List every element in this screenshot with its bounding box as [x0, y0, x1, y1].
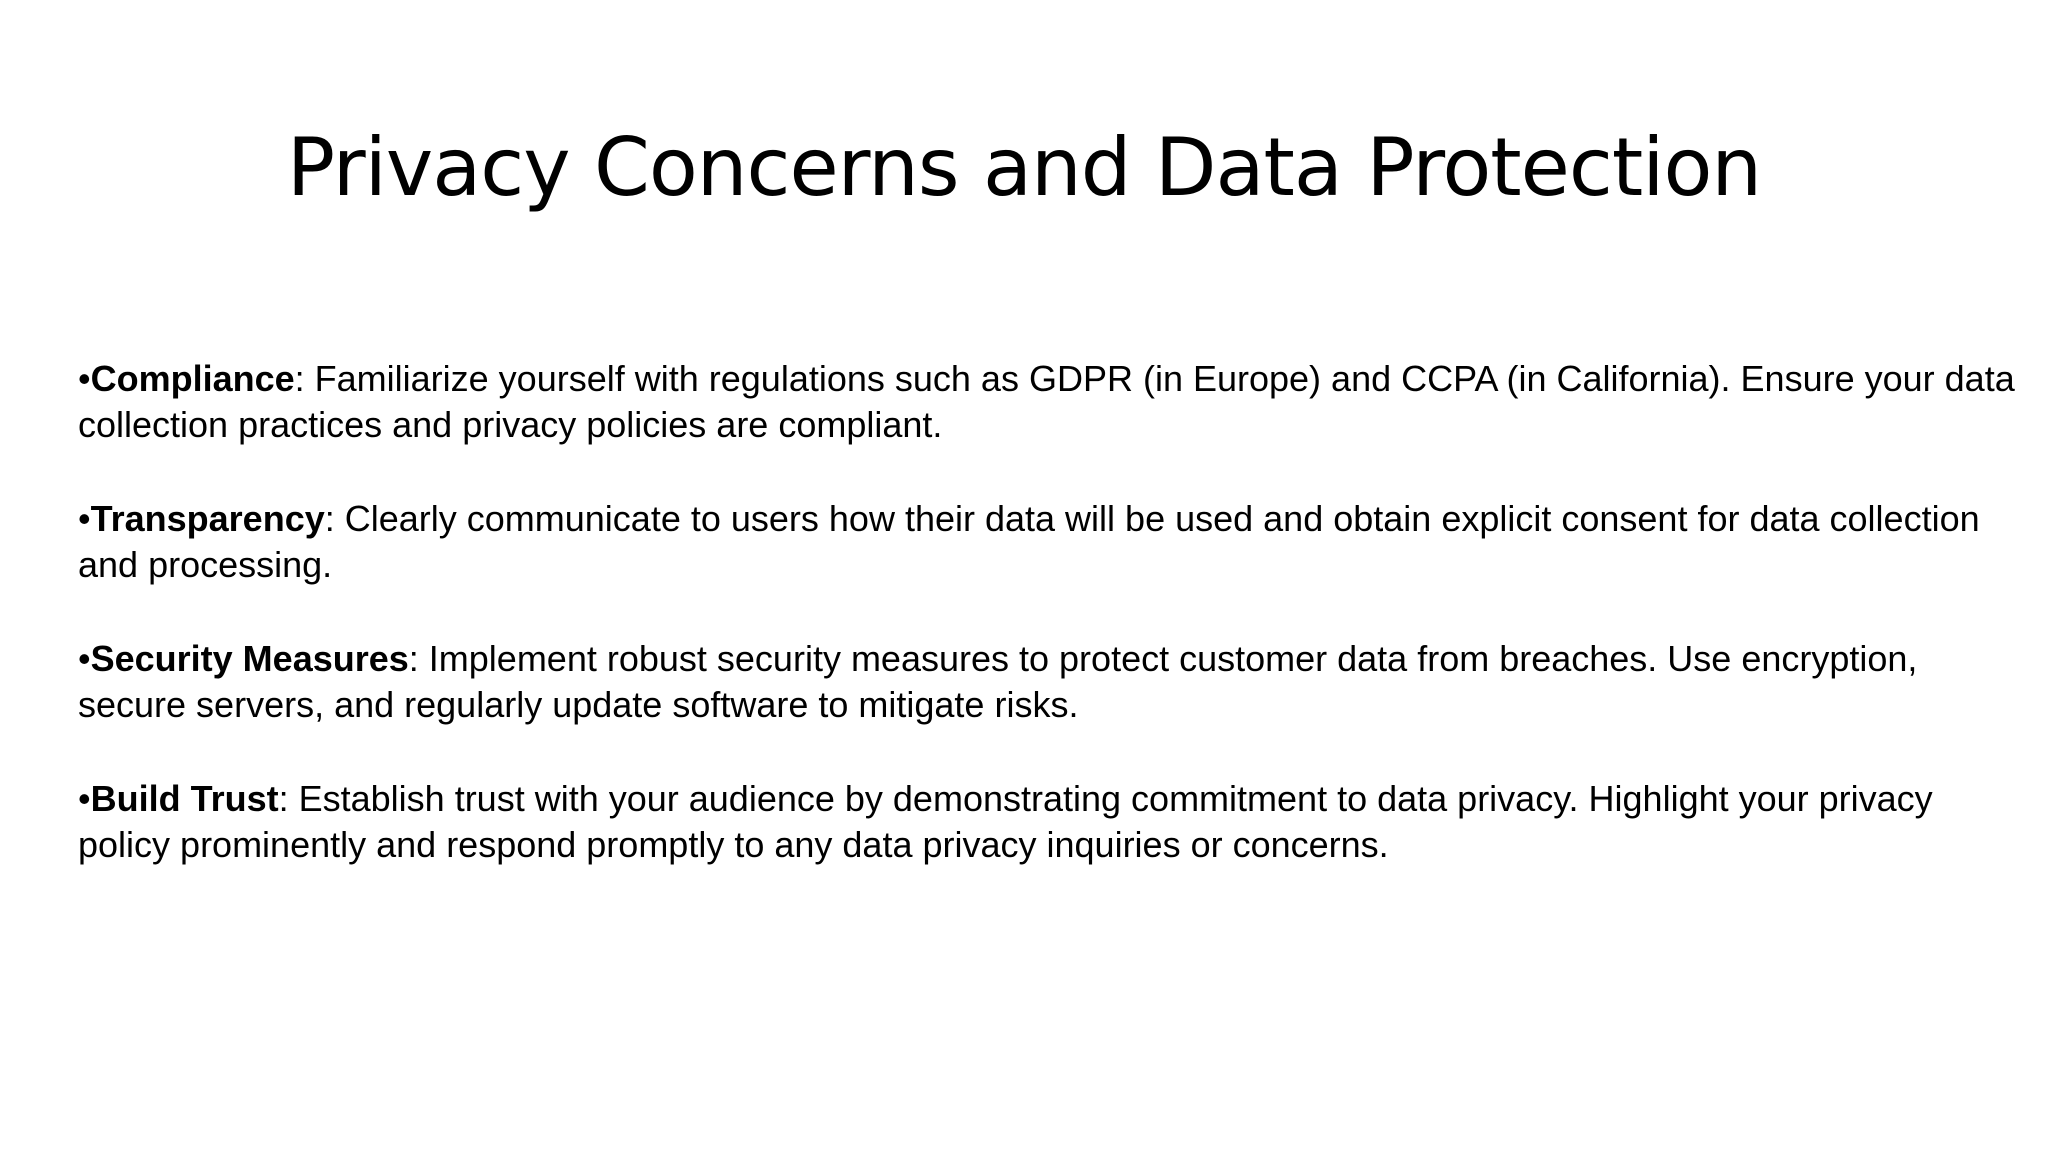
- bullet-term: Build Trust: [90, 778, 279, 819]
- bullet-symbol: •: [78, 778, 91, 819]
- bullet-symbol: •: [78, 358, 91, 399]
- bullet-term: Transparency: [90, 498, 325, 539]
- bullet-text: : Establish trust with your audience by demonstrating commitment to data privacy. Highlight your privacy policy prominently and respond promptly to any data privacy inquiries or concerns.: [78, 778, 1933, 865]
- bullet-compliance: [78, 356, 2018, 448]
- bullet-symbol: •: [78, 638, 91, 679]
- bullet-security-measures: [78, 636, 2018, 728]
- bullet-list: [78, 356, 2018, 916]
- bullet-term: Security Measures: [90, 638, 409, 679]
- bullet-text: : Implement robust security measures to protect customer data from breaches. Use encryption, secure servers, and regularly update software to mitigate risks.: [78, 638, 1918, 725]
- bullet-build-trust: [78, 776, 2018, 868]
- bullet-transparency: [78, 496, 2018, 588]
- bullet-text: : Familiarize yourself with regulations such as GDPR (in Europe) and CCPA (in California). Ensure your data collection practices and privacy policies are compliant.: [78, 358, 2015, 445]
- bullet-symbol: •: [78, 498, 91, 539]
- bullet-text: : Clearly communicate to users how their data will be used and obtain explicit consent for data collection and processing.: [78, 498, 1980, 585]
- slide-title: Privacy Concerns and Data Protection: [286, 121, 1762, 214]
- bullet-term: Compliance: [90, 358, 295, 399]
